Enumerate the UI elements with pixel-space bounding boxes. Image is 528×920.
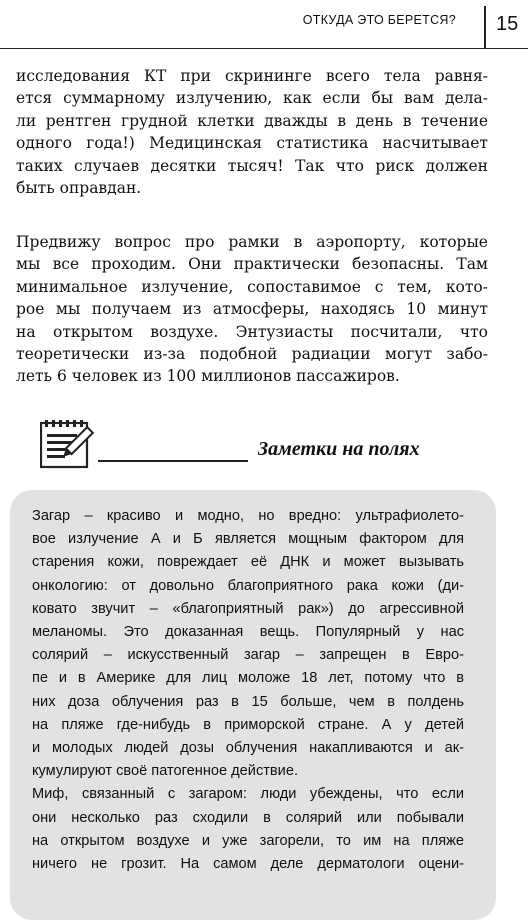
note-line: ковато звучит – «благоприятный рак») до агрессивной xyxy=(32,600,464,617)
text-line: на открытом воздухе. Энтузиасты посчитали, что xyxy=(16,322,488,341)
note-line: онкологию: от довольно благоприятного рака кожи (ди- xyxy=(32,577,464,594)
notepad-pencil-icon xyxy=(40,420,106,476)
note-line: них доза облучения раз в 15 больше, чем в полдень xyxy=(32,693,464,710)
note-line: на открытом воздухе и уже загорели, то им на пляже xyxy=(32,832,464,849)
note-line: меланомы. Это доказанная вещь. Популярный у нас xyxy=(32,624,464,641)
text-line: таких случаев десятки тысяч! Так что риск должен xyxy=(16,156,488,175)
running-head: ОТКУДА ЭТО БЕРЕТСЯ? xyxy=(302,13,456,27)
note-line: ничего не грозит. На самом деле дерматологи оцени- xyxy=(32,856,464,873)
body-paragraph-1 xyxy=(16,65,488,199)
text-line: теоретически из-за подобной радиации могут забо- xyxy=(16,345,488,364)
text-line: одного года!) Медицинская статистика насчитывает xyxy=(16,134,488,153)
text-line: мы все проходим. Они практически безопасны. Там xyxy=(16,255,488,274)
note-line: на пляже где-нибудь в приморской стране. А у детей xyxy=(32,716,464,733)
note-line: они несколько раз сходили в солярий или побывали xyxy=(32,809,464,826)
header-divider xyxy=(484,6,486,48)
text-line: леть 6 человек из 100 миллионов пассажиров. xyxy=(16,367,400,386)
note-line: старения кожи, повреждает её ДНК и может вызывать xyxy=(32,554,464,571)
note-line: солярий – искусственный загар – запрещен в Евро- xyxy=(32,647,464,664)
note-line: Миф, связанный с загаром: люди убеждены, что если xyxy=(32,786,464,803)
body-paragraph-2 xyxy=(16,231,488,388)
text-line: минимальное излучение, сопоставимое с тем, кото- xyxy=(16,277,488,296)
text-line: ется суммарному излучению, как если бы вам дела- xyxy=(16,89,488,108)
note-line: вое излучение А и Б является мощным фактором для xyxy=(32,531,464,548)
note-line: кумулируют своё патогенное действие. xyxy=(32,763,299,780)
page-header xyxy=(0,0,528,49)
notes-heading-rule xyxy=(98,460,248,462)
note-line: Загар – красиво и модно, но вредно: ультрафиолето- xyxy=(32,508,464,524)
note-line: и молодых людей дозы облучения накапливаются и ак- xyxy=(32,740,464,757)
page-number: 15 xyxy=(496,13,519,35)
text-line: рое мы получаем из атмосферы, находясь 10 минут xyxy=(16,300,488,319)
text-line: исследования КТ при скрининге всего тела равня- xyxy=(16,67,488,85)
notes-heading: Заметки на полях xyxy=(258,438,420,460)
text-line: Предвижу вопрос про рамки в аэропорту, которые xyxy=(16,233,488,251)
note-line: пе и в Америке для лиц моложе 18 лет, потому что в xyxy=(32,670,464,687)
sidebar-note-text xyxy=(32,505,464,876)
text-line: ли рентген грудной клетки дважды в день в течение xyxy=(16,111,488,130)
text-line: быть оправдан. xyxy=(16,179,142,198)
